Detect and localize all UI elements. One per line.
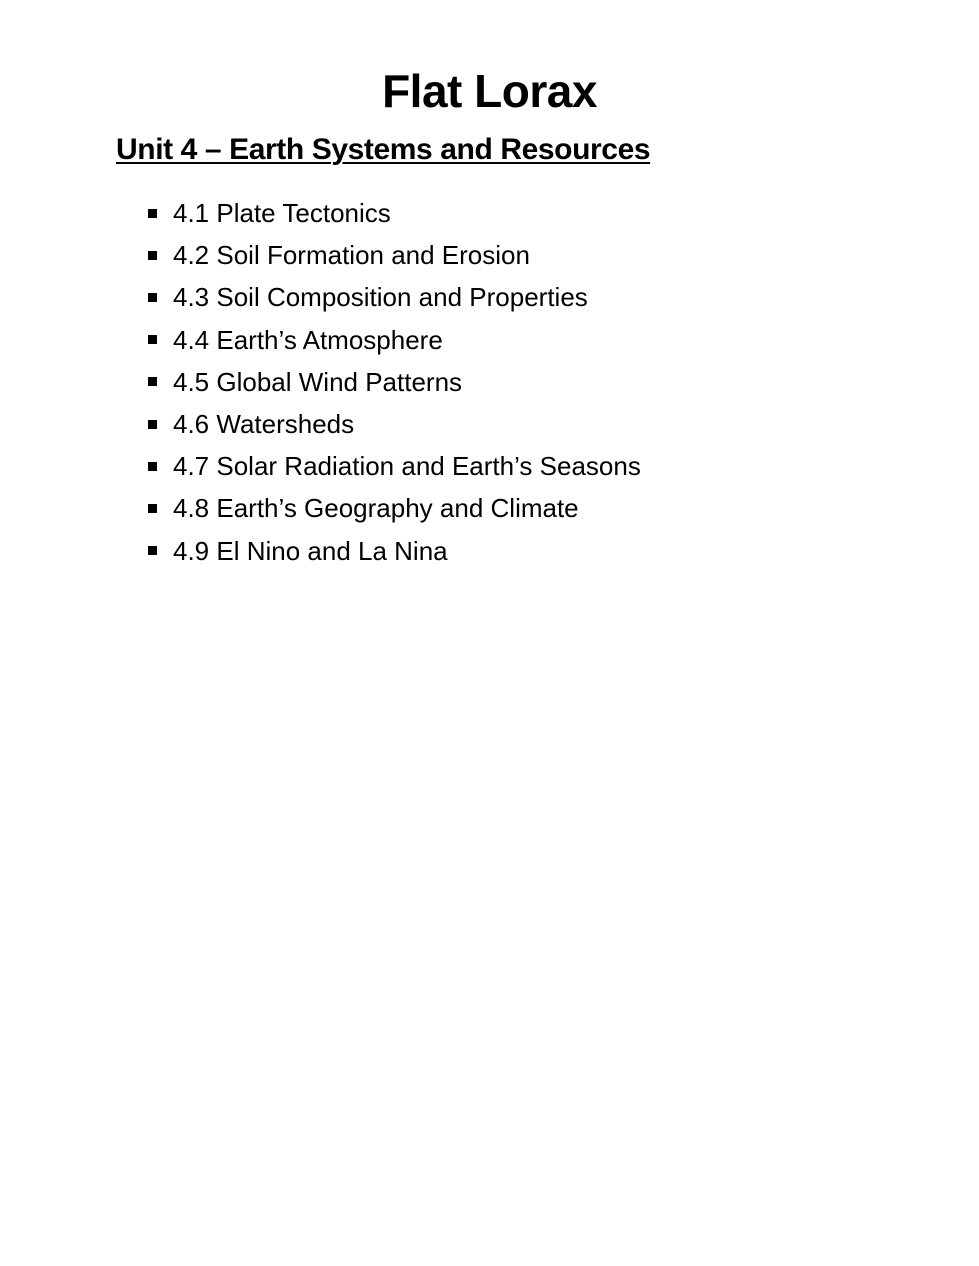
square-bullet-icon: [148, 420, 157, 429]
list-item: [145, 276, 641, 318]
square-bullet-icon: [148, 504, 157, 513]
topic-label: 4.6 Watersheds: [173, 409, 355, 440]
topic-label: 4.4 Earth’s Atmosphere: [173, 324, 443, 355]
topic-label: 4.5 Global Wind Patterns: [173, 366, 463, 397]
topic-label: 4.2 Soil Formation and Erosion: [173, 240, 530, 271]
list-item: [145, 487, 641, 529]
topic-label: 4.3 Soil Composition and Properties: [173, 282, 588, 313]
unit-heading: Unit 4 – Earth Systems and Resources: [116, 133, 651, 166]
document-title: Flat Lorax: [382, 65, 597, 117]
square-bullet-icon: [148, 209, 157, 218]
list-item: [145, 192, 641, 234]
list-item: [145, 530, 641, 572]
square-bullet-icon: [148, 335, 157, 344]
topic-label: 4.9 El Nino and La Nina: [173, 535, 448, 566]
topic-label: 4.1 Plate Tectonics: [173, 198, 391, 229]
list-item: [145, 445, 641, 487]
square-bullet-icon: [148, 293, 157, 302]
topic-list: [145, 192, 641, 572]
square-bullet-icon: [148, 251, 157, 260]
topic-label: 4.8 Earth’s Geography and Climate: [173, 493, 579, 524]
list-item: [145, 403, 641, 445]
square-bullet-icon: [148, 377, 157, 386]
list-item: [145, 234, 641, 276]
list-item: [145, 319, 641, 361]
square-bullet-icon: [148, 546, 157, 555]
square-bullet-icon: [148, 462, 157, 471]
list-item: [145, 361, 641, 403]
topic-label: 4.7 Solar Radiation and Earth’s Seasons: [173, 451, 641, 482]
